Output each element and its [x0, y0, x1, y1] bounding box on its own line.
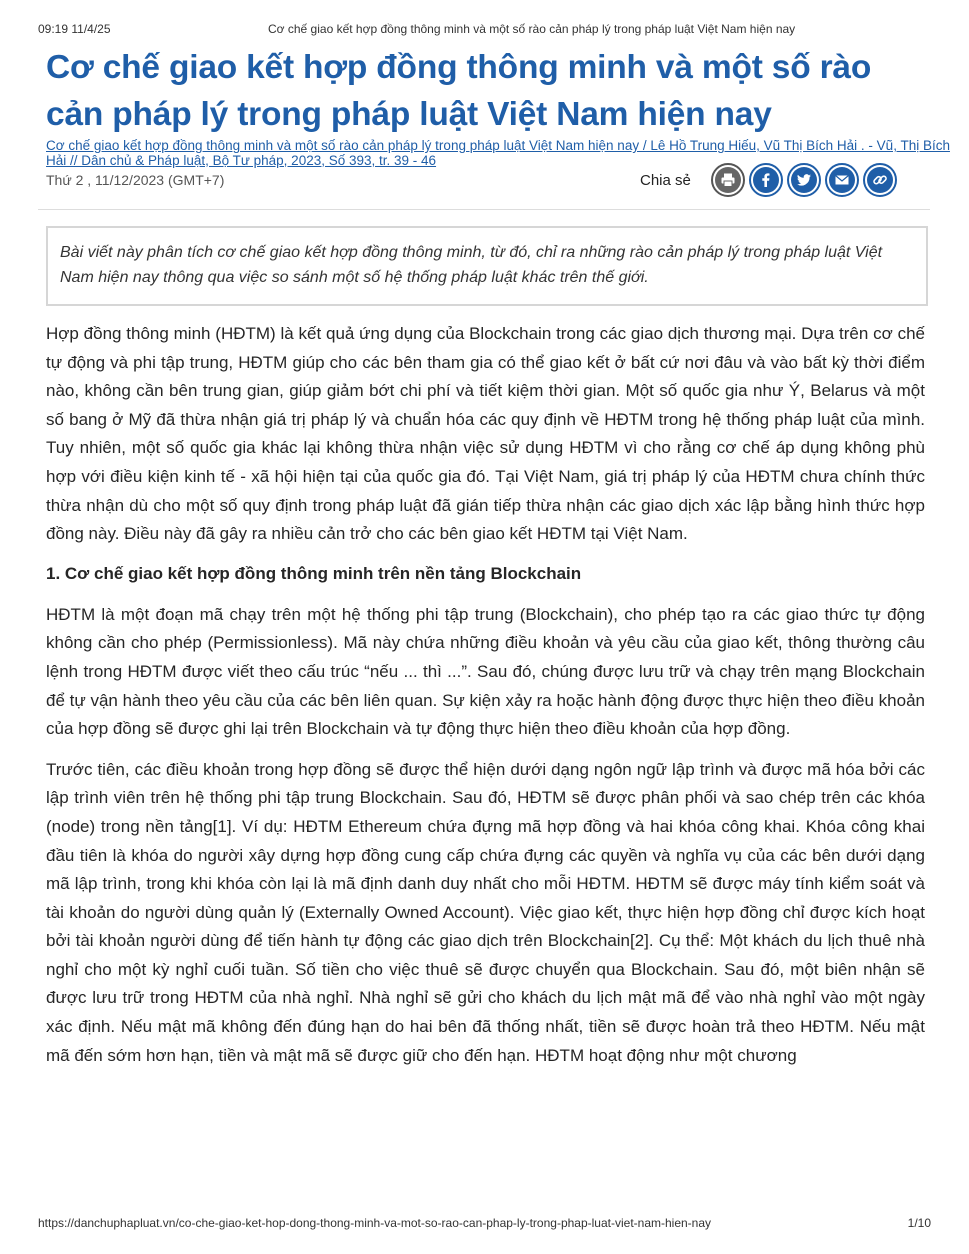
- print-icon: [715, 167, 741, 193]
- email-share-button[interactable]: [825, 163, 859, 197]
- twitter-icon: [791, 167, 817, 193]
- twitter-share-button[interactable]: [787, 163, 821, 197]
- print-button[interactable]: [711, 163, 745, 197]
- print-url: https://danchuphapluat.vn/co-che-giao-ket-hop-dong-thong-minh-va-mot-so-rao-can-phap-ly-trong-phap-luat-viet-nam-hien-nay: [38, 1216, 712, 1230]
- facebook-icon: [753, 167, 779, 193]
- print-header: [38, 22, 931, 38]
- paragraph-definition: HĐTM là một đoạn mã chạy trên một hệ thống phi tập trung (Blockchain), cho phép tạo ra các giao thức tự động không cần cho phép (Permissionless). Mã này chứa những điều khoản và yêu cầu của giao kết, thông thường câu lệnh trong HĐTM được viết theo cấu trúc “nếu ... thì ...”. Sau đó, chúng được lưu trữ và chạy trên mạng Blockchain để tự vận hành theo yêu cầu của các bên liên quan. Sự kiện xảy ra hoặc hành động được thực hiện theo điều khoản của hợp đồng sẽ được ghi lại trên Blockchain và tự động thực hiện theo điều khoản của hợp đồng.: [46, 604, 925, 739]
- paragraph-intro: Hợp đồng thông minh (HĐTM) là kết quả ứng dụng của Blockchain trong các giao dịch thương mại. Dựa trên cơ chế tự động và phi tập trung, HĐTM giúp cho các bên tham gia có thể giao kết ở bất cứ nơi đâu và vào bất kỳ thời điểm nào, không cần bên trung gian, giúp giảm bớt chi phí và tiết kiệm thời gian. Một số quốc gia như Ý, Belarus và một số bang ở Mỹ đã thừa nhận giá trị pháp lý và chuẩn hóa các quy định về HĐTM trong hệ thống pháp luật của mình. Tuy nhiên, một số quốc gia khác lại không thừa nhận việc sử dụng HĐTM vì cho rằng cơ chế áp dụng không phù hợp với điều kiện kinh tế - xã hội hiện tại của quốc gia đó. Tại Việt Nam, giá trị pháp lý của HĐTM chưa chính thức thừa nhận dù cho một số quy định trong pháp luật đã gián tiếp thừa nhận các giao dịch xác lập bằng hình thức hợp đồng này. Điều này đã gây ra nhiều cản trở cho các bên giao kết HĐTM tại Việt Nam.: [46, 324, 925, 544]
- print-doc-title: Cơ chế giao kết hợp đồng thông minh và một số rào cản pháp lý trong pháp luật Việt Nam hiện nay: [268, 22, 796, 36]
- citation-link[interactable]: Cơ chế giao kết hợp đồng thông minh và một số rào cản pháp lý trong pháp luật Việt Nam hiện nay / Lê Hồ Trung Hiếu, Vũ Thị Bích Hải . - Vũ, Thị Bích Hải // Dân chủ & Pháp luật, Bộ Tư pháp, 2023, Số 393, tr. 39 - 46: [46, 138, 950, 168]
- share-buttons: [711, 163, 897, 197]
- section-heading: 1. Cơ chế giao kết hợp đồng thông minh trên nền tảng Blockchain: [46, 563, 582, 583]
- article-title: Cơ chế giao kết hợp đồng thông minh và một số rào cản pháp lý trong pháp luật Việt Nam hiện nay: [46, 49, 872, 133]
- header-divider: [38, 209, 930, 210]
- copy-link-button[interactable]: [863, 163, 897, 197]
- print-footer: [38, 1216, 931, 1230]
- link-icon: [867, 167, 893, 193]
- facebook-share-button[interactable]: [749, 163, 783, 197]
- page-number: 1/10: [907, 1216, 931, 1230]
- share-label: Chia sẻ: [640, 172, 691, 189]
- paragraph-mechanism: Trước tiên, các điều khoản trong hợp đồng sẽ được thể hiện dưới dạng ngôn ngữ lập trình và được mã hóa bởi các lập trình viên trên hệ thống phi tập trung Blockchain. Sau đó, HĐTM sẽ được phân phối và sao chép trên các khóa (node) trong nền tảng[1]. Ví dụ: HĐTM Ethereum chứa đựng mã hợp đồng và hai khóa công khai. Khóa công khai đầu tiên là khóa do người xây dựng hợp đồng cung cấp chứa đựng các quyền và nghĩa vụ của các bên dưới dạng mã lập trình, trong khi khóa còn lại là mã định danh duy nhất cho mỗi HĐTM. HĐTM sẽ được máy tính kiểm soát và tài khoản do người dùng quản lý (Externally Owned Account). Việc giao kết, thực hiện hợp đồng chỉ được kích hoạt bởi tài khoản người dùng để tiến hành tự động các giao dịch trên Blockchain[2]. Cụ thể: Một khách du lịch thuê nhà nghỉ cho một kỳ nghỉ cuối tuần. Số tiền cho việc thuê sẽ được chuyển qua Blockchain. Sau đó, một biên nhận sẽ được lưu trữ trong HĐTM của nhà nghỉ. Nhà nghỉ sẽ gửi cho khách du lịch mật mã để vào nhà nghỉ vào một ngày xác định. Nếu mật mã không đến đúng hạn do hai bên đã thống nhất, tiền sẽ được hoàn trả theo HĐTM. Nếu mật mã đến sớm hơn hạn, tiền và mật mã sẽ được giữ cho đến hạn. HĐTM hoạt động như một chương: [46, 759, 925, 1065]
- article-body: [46, 320, 925, 1082]
- print-timestamp: 09:19 11/4/25: [38, 22, 111, 36]
- publish-date: Thứ 2 , 11/12/2023 (GMT+7): [46, 172, 225, 188]
- email-icon: [829, 167, 855, 193]
- article-summary: Bài viết này phân tích cơ chế giao kết hợp đồng thông minh, từ đó, chỉ ra những rào cản pháp lý trong pháp luật Việt Nam hiện nay thông qua việc so sánh một số hệ thống pháp luật khác trên thế giới.: [46, 226, 928, 306]
